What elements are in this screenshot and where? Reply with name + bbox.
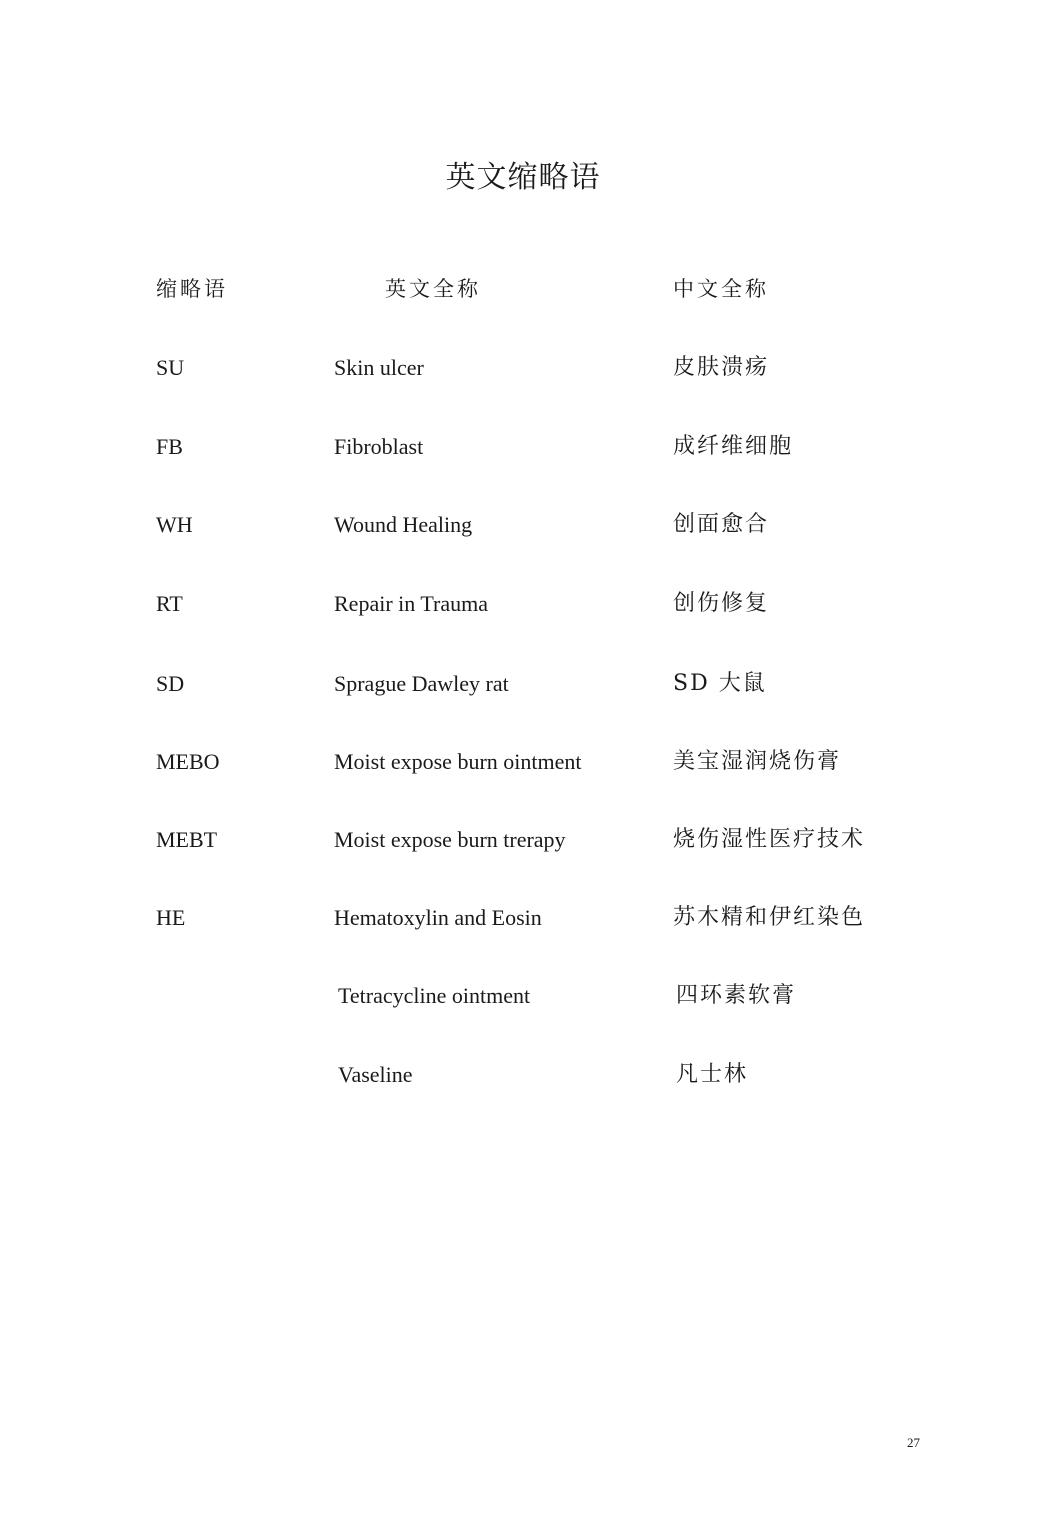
chinese-name-cell: 创伤修复 xyxy=(673,591,770,616)
chinese-name-cell: 苏木精和伊红染色 xyxy=(673,905,866,930)
table-header xyxy=(0,275,1046,303)
english-name-cell: Fibroblast xyxy=(334,434,424,459)
table-row xyxy=(0,670,1046,698)
chinese-name-cell: 创面愈合 xyxy=(673,512,770,537)
page-number: 27 xyxy=(907,1435,920,1450)
table-row xyxy=(0,354,1046,382)
english-name-cell: Vaseline xyxy=(338,1062,413,1087)
table-row xyxy=(0,590,1046,618)
chinese-name-cell: 成纤维细胞 xyxy=(673,434,794,459)
chinese-name-cell: 皮肤溃疡 xyxy=(673,355,770,380)
header-chinese-name: 中文全称 xyxy=(673,277,769,301)
table-row xyxy=(0,433,1046,461)
abbreviation-cell: MEBT xyxy=(156,827,218,852)
table-row xyxy=(0,982,1046,1010)
abbreviation-cell: RT xyxy=(156,591,183,616)
table-row xyxy=(0,1061,1046,1089)
chinese-name-cell: SD 大鼠 xyxy=(673,671,767,696)
table-row xyxy=(0,748,1046,776)
table-row xyxy=(0,904,1046,932)
chinese-name-cell: 凡士林 xyxy=(676,1062,749,1087)
english-name-cell: Hematoxylin and Eosin xyxy=(334,905,542,930)
chinese-name-cell: 美宝湿润烧伤膏 xyxy=(673,749,842,774)
abbreviation-cell: MEBO xyxy=(156,749,220,774)
table-row xyxy=(0,511,1046,539)
chinese-name-cell: 四环素软膏 xyxy=(676,983,797,1008)
table-row xyxy=(0,826,1046,854)
english-name-cell: Wound Healing xyxy=(334,512,473,537)
abbreviation-cell: FB xyxy=(156,434,183,459)
english-name-cell: Sprague Dawley rat xyxy=(334,671,509,696)
english-name-cell: Repair in Trauma xyxy=(334,591,488,616)
page-title: 英文缩略语 xyxy=(445,160,601,195)
english-name-cell: Tetracycline ointment xyxy=(338,983,531,1008)
abbreviation-cell: SU xyxy=(156,355,185,380)
english-name-cell: Moist expose burn ointment xyxy=(334,749,582,774)
abbreviation-cell: HE xyxy=(156,905,186,930)
english-name-cell: Moist expose burn trerapy xyxy=(334,827,566,852)
english-name-cell: Skin ulcer xyxy=(334,355,424,380)
header-english-name: 英文全称 xyxy=(385,277,481,301)
chinese-name-cell: 烧伤湿性医疗技术 xyxy=(673,827,866,852)
abbreviation-cell: WH xyxy=(156,512,193,537)
header-abbreviation: 缩略语 xyxy=(156,277,228,301)
abbreviation-cell: SD xyxy=(156,671,185,696)
